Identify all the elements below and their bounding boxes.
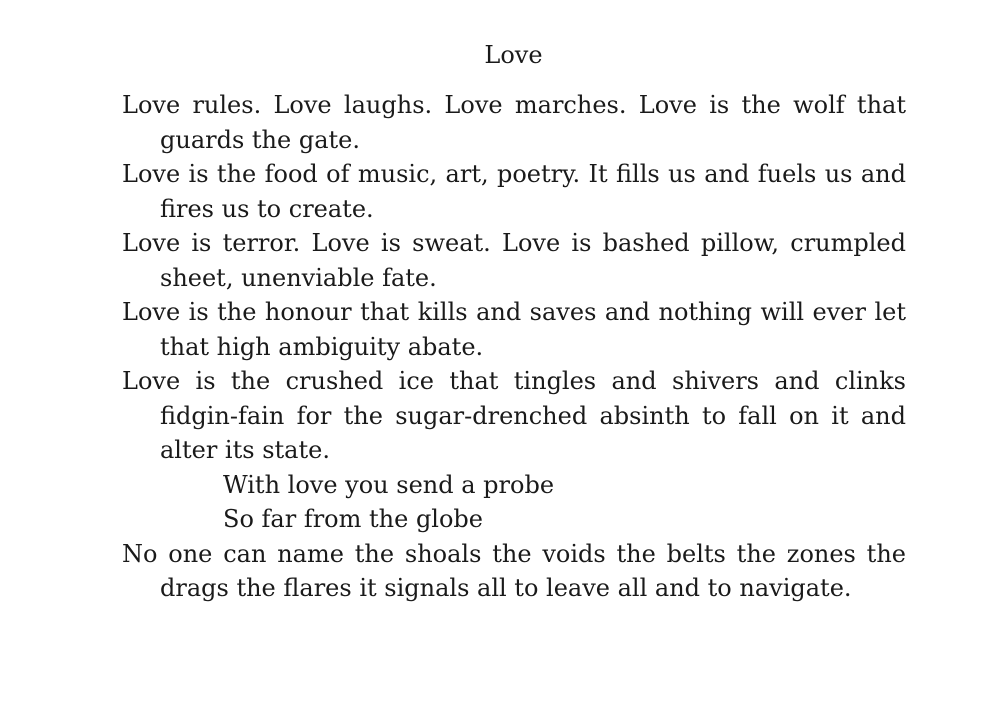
poem-line: Love is terror. Love is sweat. Love is bashed pillow, crumpled sheet, unenviable fate. bbox=[122, 229, 906, 292]
poem-indented-line: So far from the globe bbox=[223, 505, 483, 533]
poem-line: Love is the food of music, art, poetry. It fills us and fuels us and fires us to create. bbox=[122, 160, 906, 223]
poem-indented-line: With love you send a probe bbox=[223, 470, 555, 499]
poem-line: Love is the crushed ice that tingles and shivers and clinks fidgin-fain for the sugar-drenched absinth to fall on it and alter its state. bbox=[122, 367, 906, 464]
poem-line: Love rules. Love laughs. Love marches. Love is the wolf that guards the gate. bbox=[122, 91, 906, 154]
poem-body bbox=[122, 88, 906, 606]
poem-line: No one can name the shoals the voids the belts the zones the drags the flares it signals all to leave all and to navigate. bbox=[122, 539, 906, 602]
poem-line: Love is the honour that kills and saves and nothing will ever let that high ambiguity abate. bbox=[122, 298, 906, 361]
poem-title: Love bbox=[484, 41, 543, 69]
